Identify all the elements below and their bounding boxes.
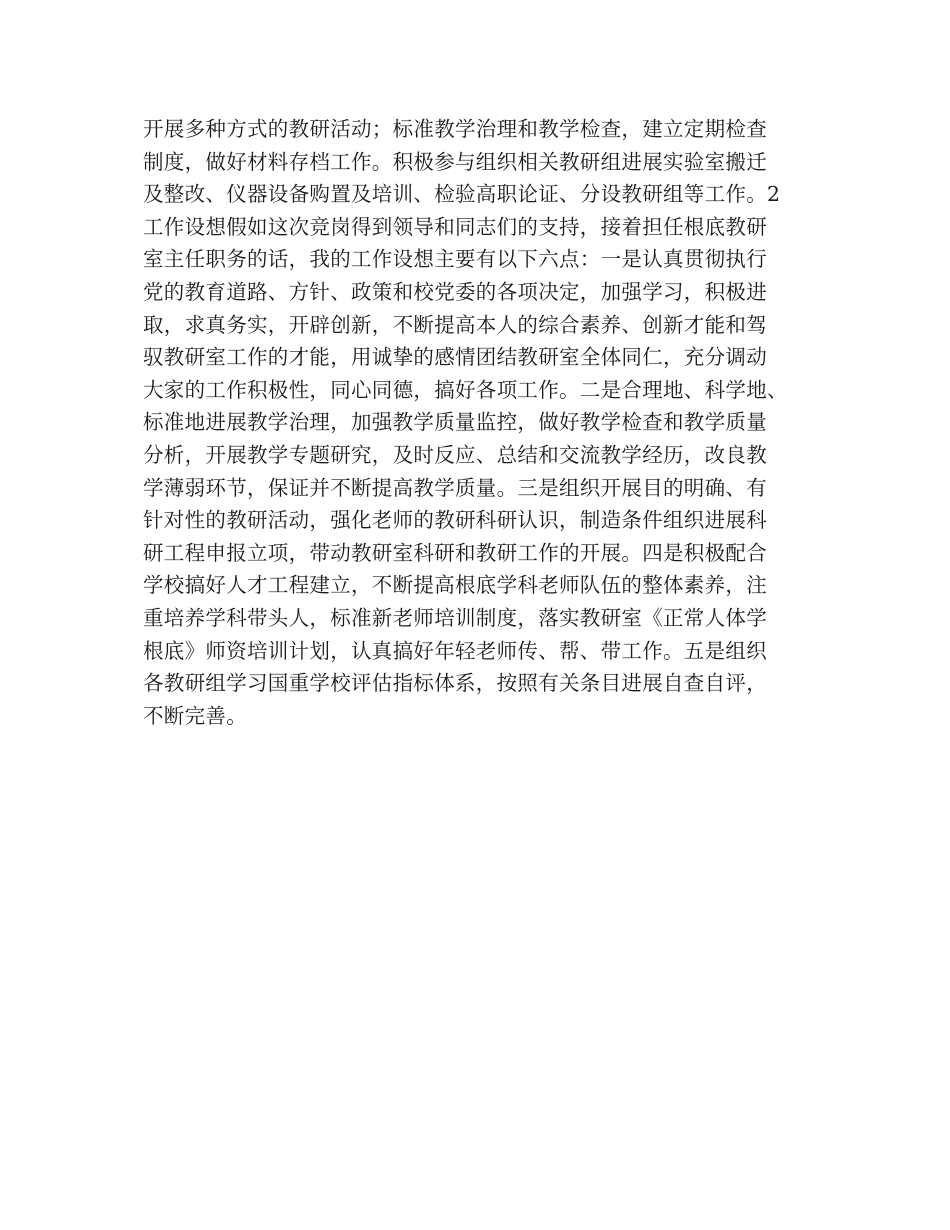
text-line: 党的教育道路、方针、政策和校党委的各项决定，加强学习，积极进 bbox=[143, 279, 767, 304]
text-line: 学薄弱环节，保证并不断提高教学质量。三是组织开展目的明确、有 bbox=[143, 475, 767, 500]
text-line: 及整改、仪器设备购置及培训、检验高职论证、分设教研组等工作。2 bbox=[143, 182, 781, 207]
text-line: 各教研组学习国重学校评估指标体系，按照有关条目进展自查自评， bbox=[143, 671, 767, 696]
text-line: 重培养学科带头人，标准新老师培训制度，落实教研室《正常人体学 bbox=[143, 605, 767, 630]
body-text bbox=[143, 113, 843, 732]
text-line: 根底》师资培训计划，认真搞好年轻老师传、帮、带工作。五是组织 bbox=[143, 638, 767, 663]
text-line: 大家的工作积极性，同心同德，搞好各项工作。二是合理地、科学地、 bbox=[143, 377, 788, 402]
text-line: 制度，做好材料存档工作。积极参与组织相关教研组进展实验室搬迁 bbox=[143, 149, 767, 174]
text-line: 标准地进展教学治理，加强教学质量监控，做好教学检查和教学质量 bbox=[143, 410, 767, 435]
text-line: 针对性的教研活动，强化老师的教研科研认识，制造条件组织进展科 bbox=[143, 508, 767, 533]
text-line: 学校搞好人才工程建立，不断提高根底学科老师队伍的整体素养，注 bbox=[143, 573, 767, 598]
text-line: 取，求真务实，开辟创新，不断提高本人的综合素养、创新才能和驾 bbox=[143, 312, 767, 337]
text-line: 工作设想假如这次竞岗得到领导和同志们的支持，接着担任根底教研 bbox=[143, 214, 767, 239]
text-line: 研工程申报立项，带动教研室科研和教研工作的开展。四是积极配合 bbox=[143, 540, 767, 565]
text-line: 室主任职务的话，我的工作设想主要有以下六点：一是认真贯彻执行 bbox=[143, 247, 767, 272]
text-line: 开展多种方式的教研活动；标准教学治理和教学检查，建立定期检查 bbox=[143, 117, 767, 141]
text-line: 驭教研室工作的才能，用诚挚的感情团结教研室全体同仁，充分调动 bbox=[143, 345, 767, 370]
text-line: 分析，开展教学专题研究，及时反应、总结和交流教学经历，改良教 bbox=[143, 442, 767, 467]
text-line: 不断完善。 bbox=[143, 703, 247, 728]
